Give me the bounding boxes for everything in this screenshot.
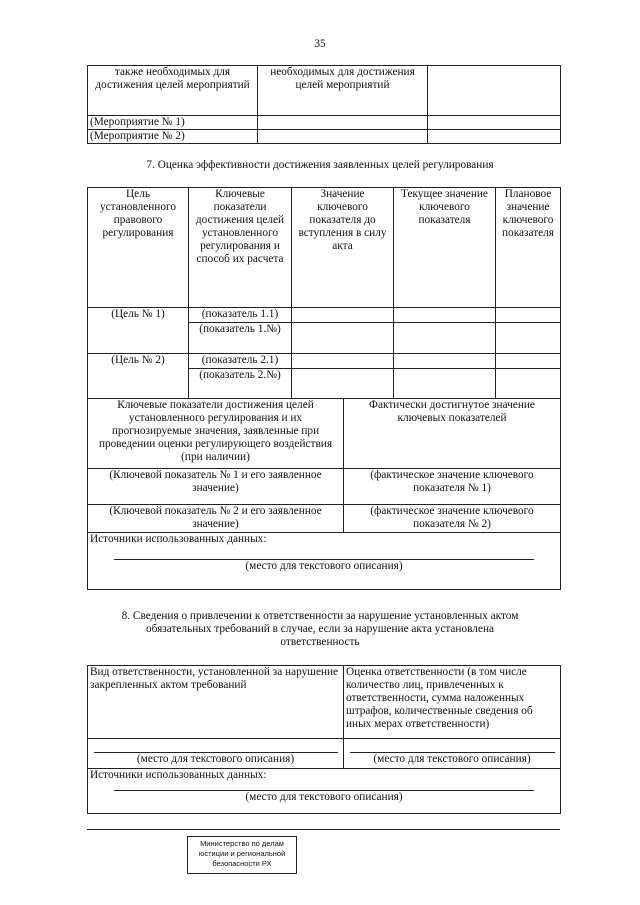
- key-indicator-cell: (Ключевой показатель № 2 и его заявленное значение): [88, 505, 344, 533]
- header-cell: Текущее значение ключевого показателя: [394, 188, 496, 308]
- goal-cell: (Цель № 1): [88, 308, 189, 354]
- heading-line: ответственность: [280, 636, 360, 648]
- sources-label: Источники использованных данных:: [90, 769, 267, 781]
- header-cell: также необходимых для достижения целей мероприятий: [88, 66, 258, 116]
- heading-line: 8. Сведения о привлечении к ответственности за нарушение установленных актом: [121, 610, 519, 622]
- indicator-cell: (показатель 2.1): [189, 354, 292, 369]
- placeholder-text: (место для текстового описания): [373, 753, 531, 765]
- header-cell: Оценка ответственности (в том числе количество лиц, привлеченных к ответственности, сумма наложенных штрафов, количественные сведения об иных мерах ответственности): [344, 666, 561, 739]
- header-cell: Ключевые показатели достижения целей установленного регулирования и их прогнозируемые значения, заявленные при проведении оценки регулирующего воздействия (при наличии): [88, 399, 344, 469]
- sources-cell: [88, 533, 561, 590]
- header-cell: Цель установленного правового регулирования: [88, 188, 189, 308]
- goal-cell: (Цель № 2): [88, 354, 189, 399]
- key-indicator-cell: (Ключевой показатель № 1 и его заявленное значение): [88, 469, 344, 505]
- sources-label: Источники использованных данных:: [90, 533, 267, 545]
- actual-value-cell: (фактическое значение ключевого показателя № 2): [344, 505, 561, 533]
- placeholder-cell: [88, 739, 344, 769]
- activity-row-label: (Мероприятие № 2): [88, 130, 258, 144]
- header-cell: Ключевые показатели достижения целей установленного регулирования и способ их расчета: [189, 188, 292, 308]
- header-cell: необходимых для достижения целей мероприятий: [258, 66, 428, 116]
- placeholder-cell: [344, 739, 561, 769]
- indicator-cell: (показатель 2.№): [189, 369, 292, 399]
- placeholder-text: (место для текстового описания): [245, 560, 403, 572]
- header-cell: Фактически достигнутое значение ключевых показателей: [344, 399, 561, 469]
- goals-table: [87, 187, 561, 399]
- header-cell: Значение ключевого показателя до вступления в силу акта: [292, 188, 394, 308]
- header-cell: [428, 66, 561, 116]
- indicator-cell: (показатель 1.1): [189, 308, 292, 323]
- header-cell: Вид ответственности, установленной за нарушение закрепленных актом требований: [88, 666, 344, 739]
- header-cell: Плановое значение ключевого показателя: [496, 188, 561, 308]
- activities-table: [87, 65, 561, 144]
- heading-line: обязательных требований в случае, если за нарушение акта установлена: [145, 623, 495, 635]
- key-indicators-table: [87, 398, 561, 590]
- footer-divider: [87, 829, 560, 830]
- placeholder-text: (место для текстового описания): [136, 753, 295, 765]
- liability-table: [87, 665, 561, 814]
- ministry-stamp: Министерство по делам юстиции и региональной безопасности РХ: [187, 836, 297, 874]
- page-number: 35: [314, 38, 326, 50]
- indicator-cell: (показатель 1.№): [189, 323, 292, 354]
- placeholder-text: (место для текстового описания): [245, 791, 403, 803]
- actual-value-cell: (фактическое значение ключевого показателя № 1): [344, 469, 561, 505]
- section-8-heading: [0, 610, 640, 649]
- sources-cell: [88, 769, 561, 814]
- activity-row-label: (Мероприятие № 1): [88, 116, 258, 130]
- section-7-heading: 7. Оценка эффективности достижения заявленных целей регулирования: [146, 159, 494, 171]
